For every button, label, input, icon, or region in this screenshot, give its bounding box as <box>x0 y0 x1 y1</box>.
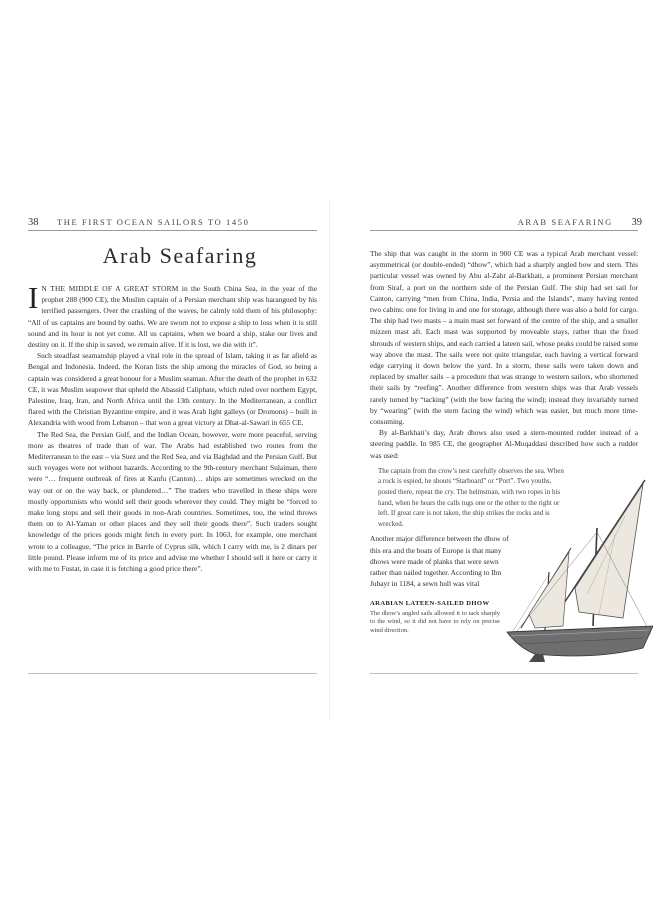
right-header-rule <box>370 230 638 231</box>
block-quote: The captain from the crow’s nest carefully observes the sea. When a rock is espied, he shouts “Starboard” or “Port”. Two youths, posted there, repeat the cry. The helmsman, with two ropes in his hand, when he hears the calls tugs one or the other to the right or left. If great care is not taken, the ship strikes the rocks and is wrecked. <box>378 466 564 528</box>
gutter-divider <box>329 200 330 720</box>
left-page-number: 38 <box>28 217 39 228</box>
right-page-number: 39 <box>631 217 642 228</box>
lead-in-caps: N THE MIDDLE OF A GREAT STORM <box>41 284 179 293</box>
right-running-head-text: ARAB SEAFARING <box>517 217 613 227</box>
left-paragraph-1 <box>28 280 318 350</box>
left-running-header <box>28 217 249 228</box>
right-footer-rule <box>370 673 638 674</box>
dhow-illustration <box>505 476 653 666</box>
caption-text: The dhow’s angled sails allowed it to tack sharply to the wind, so it did not have to rely on precise wind direction. <box>370 609 500 634</box>
page-title: Arab Seafaring <box>102 243 258 268</box>
right-paragraph-2: By al-Barkhati’s day, Arab dhows also used a stern-mounted rudder instead of a steering paddle. In 985 CE, the geographer Al-Muqaddasi described how such a rudder was used: <box>370 428 638 460</box>
left-paragraph-1-text: in the South China Sea, in the year of the prophet 288 (900 CE), the Muslim captain of a Persian merchant ship was harangued by his terrified passengers. Over the crashing of the waves, he calmly told them of his philosophy: “All of us captains are bound by oaths. We are sworn not to expose a ship to loss when it is still sound and its hour is not yet come. All us captains, when we board a ship, stake our lives and destiny on it. If the ship is saved, we remain alive. If it is lost, we die with it”. <box>28 284 318 350</box>
left-paragraph-3: The Red Sea, the Persian Gulf, and the Indian Ocean, however, were more peaceful, serving more as theatres of trade than of war. The Arabs had established two routes from the Mediterranean to the east – via Suez and the Red Sea, and via Baghdad and the Persian Gulf. But such voyages were not without hazards. According to the 9th-century merchant Sulaiman, there were “… frequent outbreak of fires at Kanfu (Canton)… ships are sometimes wrecked on the way out or on the way back, or plundered…” The traders who travelled in these ships were mostly opportunists who would sell their goods wherever they could. They might be “forced to make long stops and sell their goods in non-Arab countries. Sometimes, too, the wind throws them on to Al-Yaman or other places and they sell their goods there”. Such traders sought knowledge of the prices goods might fetch in every port. In 1063, for example, one merchant wrote to a colleague, “The price in Barrle of Cyprus silk, which I carry with me, is 2 dinars per little pound. Please inform me of its price and advise me whether I should sell it here or carry it with me to Fustat, in case it is fetching a good price there”. <box>28 429 317 574</box>
right-paragraph-1: The ship that was caught in the storm in 900 CE was a typical Arab merchant vessel: asymmetrical (or double-ended) “dhow”, which had a sharply angled bow and stern. This particular vessel was owned by Abu al-Zahr al-Barkhati, a prominent Persian merchant from Siraf, a port on the northern side of the Persian Gulf. The ship had set sail for Canton, carrying “men from China, India, Persia and the Islands”, many having rented two cabins: one for living in and one for storage, although there was also a hold for cargo. The ship had two masts – a main mast set forward of the centre of the ship, and a smaller mizzen mast aft. Each mast was supported by moveable stays, rather than the fixed shrouds of western ships, and each carried a lateen sail, whose peaks could be raised some way above the mast. The sails were not quite triangular, each having a vertical forward edge carrying it down below the yard. In a storm, these sails were taken down and replaced by smaller sails – a procedure that was strange to western sailors, who shortened their sails by “reefing”. Another difference from western ships was that Arab vessels rarely turned by “tacking” (with the bow facing the wind); instead they invariably turned by “wearing” (with the stern facing the wind) which was easier, but much more time-consuming. <box>370 249 638 427</box>
caption-title: ARABIAN LATEEN-SAILED DHOW <box>370 600 490 608</box>
left-footer-rule <box>28 673 317 674</box>
right-running-header <box>518 217 642 228</box>
left-running-head-text: THE FIRST OCEAN SAILORS TO 1450 <box>56 217 250 227</box>
right-paragraph-3: Another major difference between the dhow of this era and the boats of Europe is that many dhows were made of planks that were sewn rather than nailed together. According to Ibn Jubayr in 1184, a sewn hull was vital <box>370 534 509 589</box>
left-paragraph-2: Such steadfast seamanship played a vital role in the spread of Islam, taking it as far afield as Bengal and Indonesia. Indeed, the Koran lists the ship among the miracles of God, so being a captain was considered a great honour for a Muslim seaman. After the death of the prophet in 632 CE, it was Muslim seapower that upheld the Abassid Caliphate, which ruled over northern Egypt, Palestine, Iraq, Iran, and North Africa until the 13th century. In the Mediterranean, a conflict flared with the Christian Byzantine empire, and it was Arab light galleys (or Dromons) – built in Alexandria with wood from Lebanon – that won a great victory at Dhat-al-Sawari in 655 CE. <box>28 351 317 428</box>
left-body-column <box>28 280 318 574</box>
drop-cap: I <box>28 280 39 315</box>
left-header-rule <box>28 230 317 231</box>
